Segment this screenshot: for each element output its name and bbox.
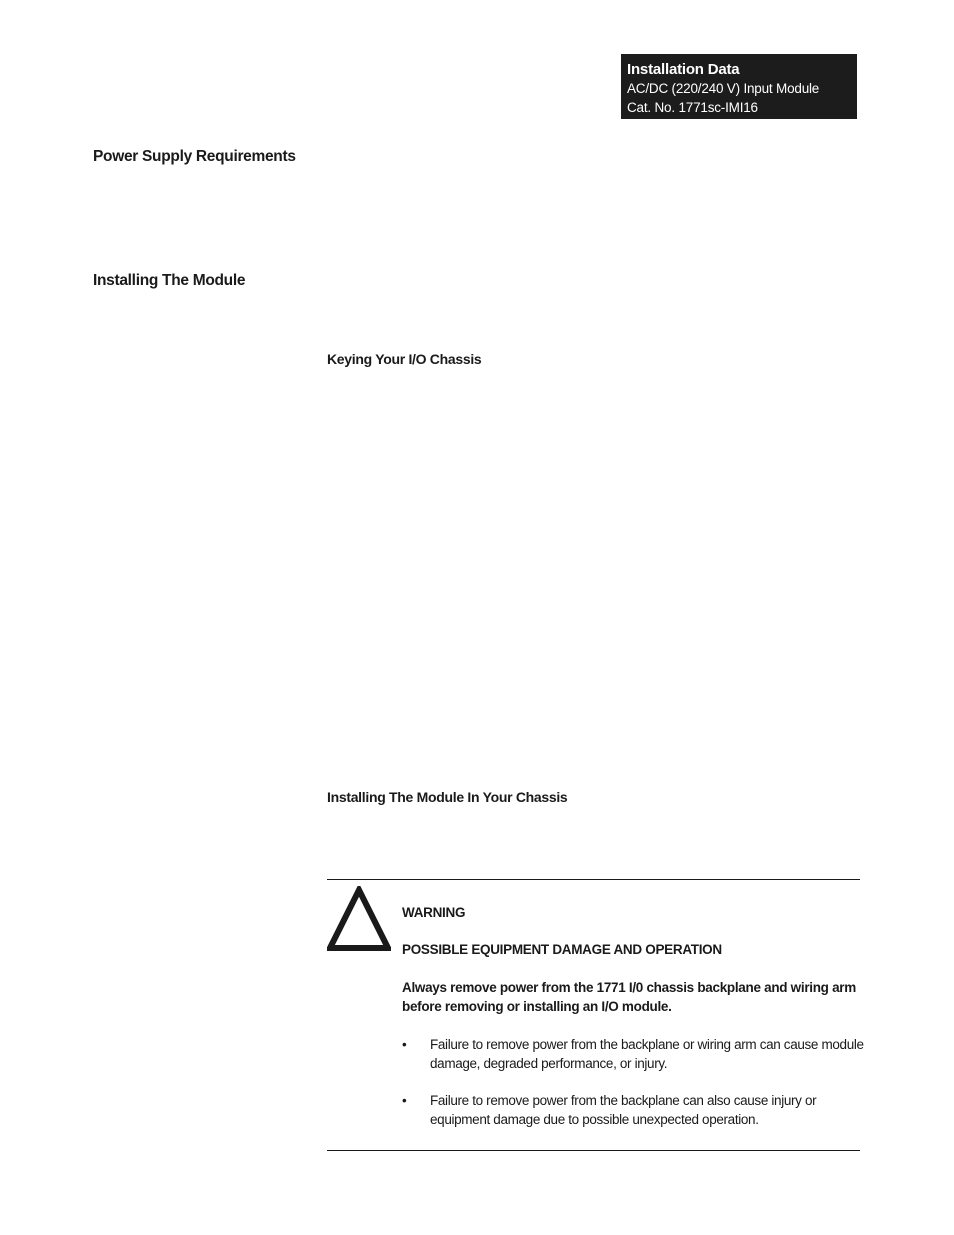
bullet-marker: • — [402, 1037, 407, 1052]
warning-triangle-icon — [327, 886, 391, 952]
header-title: Installation Data — [627, 61, 740, 78]
warning-bottom-rule — [327, 1150, 860, 1151]
warning-bullet-2: Failure to remove power from the backplane can also cause injury or equipment damage due to possible unexpected operation. — [430, 1093, 817, 1127]
subheading-installing-module-in-chassis: Installing The Module In Your Chassis — [327, 789, 568, 805]
heading-power-supply-requirements: Power Supply Requirements — [93, 148, 296, 165]
header-product-name: AC/DC (220/240 V) Input Module — [627, 81, 820, 96]
header-catalog-number: Cat. No. 1771sc-IMI16 — [627, 100, 758, 115]
warning-label: WARNING — [402, 905, 466, 920]
bullet-marker: • — [402, 1093, 407, 1108]
heading-installing-the-module: Installing The Module — [93, 272, 246, 289]
warning-statement: Always remove power from the 1771 I/0 chassis backplane and wiring arm before removing or installing an I/O module. — [402, 980, 856, 1014]
warning-bullet-1: Failure to remove power from the backplane or wiring arm can cause module damage, degraded performance, or injury. — [430, 1037, 864, 1071]
subheading-keying-io-chassis: Keying Your I/O Chassis — [327, 351, 482, 367]
warning-top-rule — [327, 879, 860, 880]
document-header-box — [621, 54, 857, 119]
warning-title: POSSIBLE EQUIPMENT DAMAGE AND OPERATION — [402, 942, 722, 957]
